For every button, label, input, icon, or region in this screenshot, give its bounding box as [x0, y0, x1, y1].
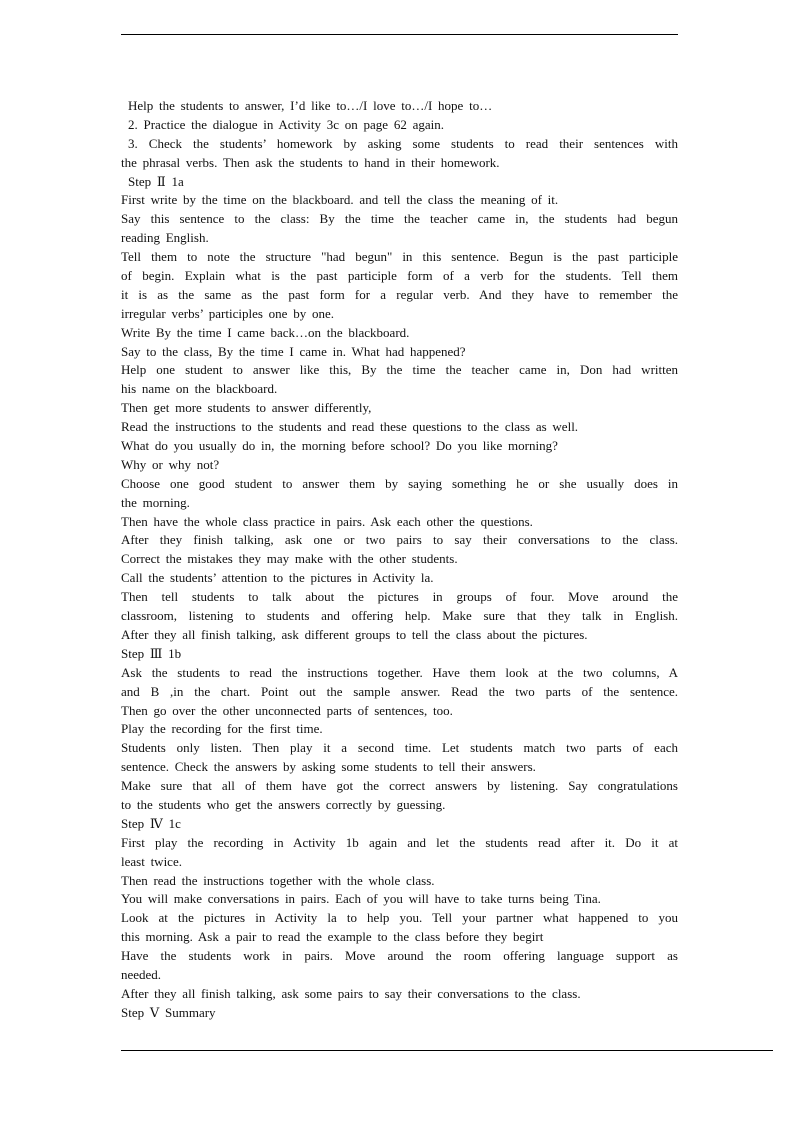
text-line: You will make conversations in pairs. Each of you will have to take turns being Tina.: [121, 891, 601, 907]
text-line: Help one student to answer like this, By the time the teacher came in, Don had written: [121, 362, 678, 378]
text-line: Tell them to note the structure "had begun" in this sentence. Begun is the past participle: [121, 249, 678, 265]
text-line: Then read the instructions together with the whole class.: [121, 872, 435, 888]
text-line: irregular verbs’ participles one by one.: [121, 305, 334, 321]
text-line: Then go over the other unconnected parts of sentences, too.: [121, 702, 453, 718]
text-line: Help the students to answer, I’d like to…/I love to…/I hope to…: [128, 98, 493, 113]
text-line: Have the students work in pairs. Move around the room offering language support as: [121, 948, 678, 964]
text-line: his name on the blackboard.: [121, 381, 278, 397]
step-heading: Step Ⅱ 1a: [128, 173, 184, 189]
text-line: the morning.: [121, 494, 190, 510]
text-line: to the students who get the answers correctly by guessing.: [121, 796, 446, 812]
text-line: needed.: [121, 966, 162, 982]
text-line: Then get more students to answer differently,: [121, 400, 372, 416]
text-line: Make sure that all of them have got the correct answers by listening. Say congratulations: [121, 778, 678, 794]
text-line: What do you usually do in, the morning before school? Do you like morning?: [121, 438, 558, 454]
text-line: After they all finish talking, ask some pairs to say their conversations to the class.: [121, 985, 581, 1001]
text-line: the phrasal verbs. Then ask the students to hand in their homework.: [121, 154, 500, 170]
text-line: of begin. Explain what is the past participle form of a verb for the students. Tell them: [121, 268, 678, 284]
step-heading: Step Ⅴ Summary: [121, 1004, 216, 1020]
text-line: least twice.: [121, 853, 182, 869]
text-line: Say this sentence to the class: By the time the teacher came in, the students had begun: [121, 211, 678, 227]
text-line: Say to the class, By the time I came in. What had happened?: [121, 343, 466, 359]
step-heading: Step Ⅲ 1b: [121, 645, 182, 661]
text-line: After they finish talking, ask one or two pairs to say their conversations to the class.: [121, 532, 678, 548]
text-line: Correct the mistakes they may make with the other students.: [121, 551, 458, 567]
text-line: sentence. Check the answers by asking some students to tell their answers.: [121, 759, 536, 775]
text-line: Play the recording for the first time.: [121, 721, 323, 737]
text-line: Then tell students to talk about the pictures in groups of four. Move around the: [121, 589, 678, 605]
text-line: reading English.: [121, 230, 209, 246]
text-line: it is as the same as the past form for a regular verb. And they have to remember the: [121, 286, 678, 302]
text-line: Read the instructions to the students and read these questions to the class as well.: [121, 419, 579, 435]
text-line: 3. Check the students’ homework by asking some students to read their sentences with: [128, 135, 678, 151]
text-line: Write By the time I came back…on the blackboard.: [121, 324, 410, 340]
text-line: 2. Practice the dialogue in Activity 3c on page 62 again.: [128, 116, 444, 132]
text-line: After they all finish talking, ask different groups to tell the class about the pictures.: [121, 626, 588, 642]
text-line: Ask the students to read the instructions together. Have them look at the two columns, A: [121, 664, 678, 680]
text-line: Then have the whole class practice in pairs. Ask each other the questions.: [121, 513, 533, 529]
text-line: First play the recording in Activity 1b again and let the students read after it. Do it at: [121, 834, 678, 850]
text-line: First write by the time on the blackboard. and tell the class the meaning of it.: [121, 192, 559, 208]
text-line: Why or why not?: [121, 456, 220, 472]
text-line: Choose one good student to answer them by saying something he or she usually does in: [121, 475, 678, 491]
footer-rule: [121, 1050, 773, 1051]
text-line: this morning. Ask a pair to read the example to the class before they begirt: [121, 929, 544, 945]
document-body: [121, 97, 678, 1023]
text-line: and B ,in the chart. Point out the sample answer. Read the two parts of the sentence.: [121, 683, 678, 699]
text-line: Look at the pictures in Activity la to help you. Tell your partner what happened to you: [121, 910, 678, 926]
header-rule: [121, 34, 678, 35]
text-line: Students only listen. Then play it a second time. Let students match two parts of each: [121, 740, 678, 756]
text-line: classroom, listening to students and offering help. Make sure that they talk in English.: [121, 608, 678, 624]
text-line: Call the students’ attention to the pictures in Activity la.: [121, 570, 434, 586]
step-heading: Step Ⅳ 1c: [121, 815, 181, 831]
